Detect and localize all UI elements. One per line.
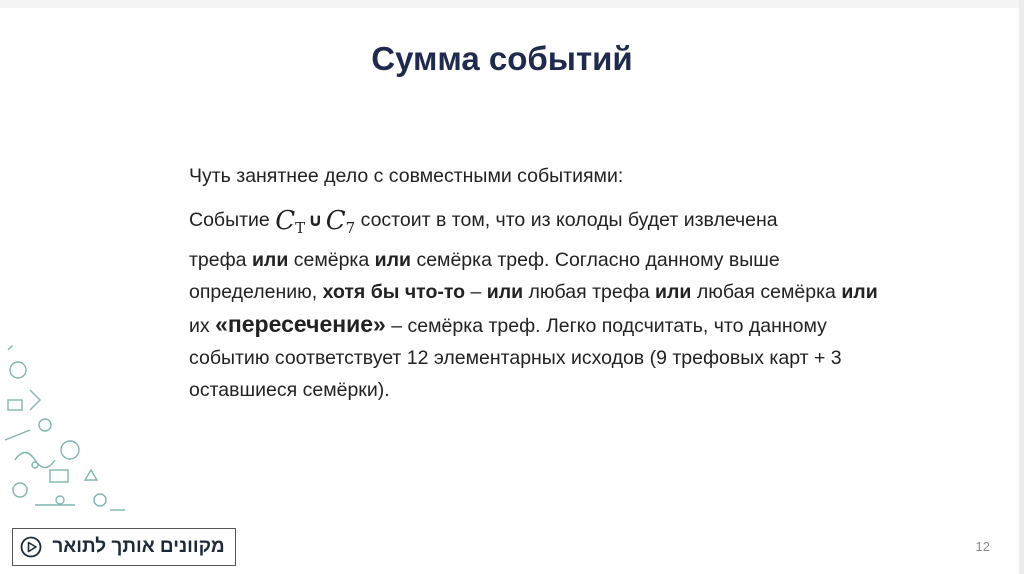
formula-c-clubs: $C_Т$: [275, 206, 306, 237]
bold-text: или: [251, 249, 289, 271]
play-circle-icon: [20, 536, 42, 558]
doodle-pattern-decoration: [0, 330, 150, 520]
bold-text: или: [486, 281, 524, 303]
text-run: их: [189, 315, 216, 337]
brand-logo-text: מקוונים אותך לתואר: [52, 536, 225, 557]
bold-text: хотя бы что-то: [322, 281, 466, 303]
text-run: трефа: [189, 249, 252, 271]
text-run: событию соответствует 12 элементарных исходов (9 трефовых карт + 3: [189, 347, 842, 369]
text-run: определению,: [189, 281, 323, 303]
slide-title: Сумма событий: [371, 40, 633, 77]
text-run: –: [465, 281, 487, 303]
intro-line: Чуть занятнее дело с совместными событиями:: [189, 165, 624, 187]
slide-body: [189, 160, 929, 406]
bold-text: или: [841, 281, 878, 303]
text-run: оставшиеся семёрки).: [189, 379, 390, 401]
bold-text: или: [655, 281, 692, 303]
text-run: состоит в том, что из колоды будет извлечена: [355, 209, 778, 231]
definition-paragraph: [189, 204, 929, 406]
text-run: семёрка треф. Согласно данному выше: [411, 249, 780, 271]
brand-logo: [12, 528, 236, 566]
text-run: любая трефа: [523, 281, 656, 303]
text-run: любая семёрка: [691, 281, 842, 303]
text-run: семёрка: [288, 249, 375, 271]
text-run: – семёрка треф. Легко подсчитать, что данному: [385, 315, 827, 337]
union-symbol: ∪: [308, 210, 323, 231]
slide-right-border: [1019, 0, 1024, 574]
page-number: 12: [975, 539, 990, 554]
bold-text: или: [374, 249, 412, 271]
formula-c-seven: $C_7$: [325, 206, 356, 237]
slide-top-border: [0, 0, 1024, 8]
text-run: Событие: [189, 209, 276, 231]
bold-text: «пересечение»: [215, 311, 386, 337]
